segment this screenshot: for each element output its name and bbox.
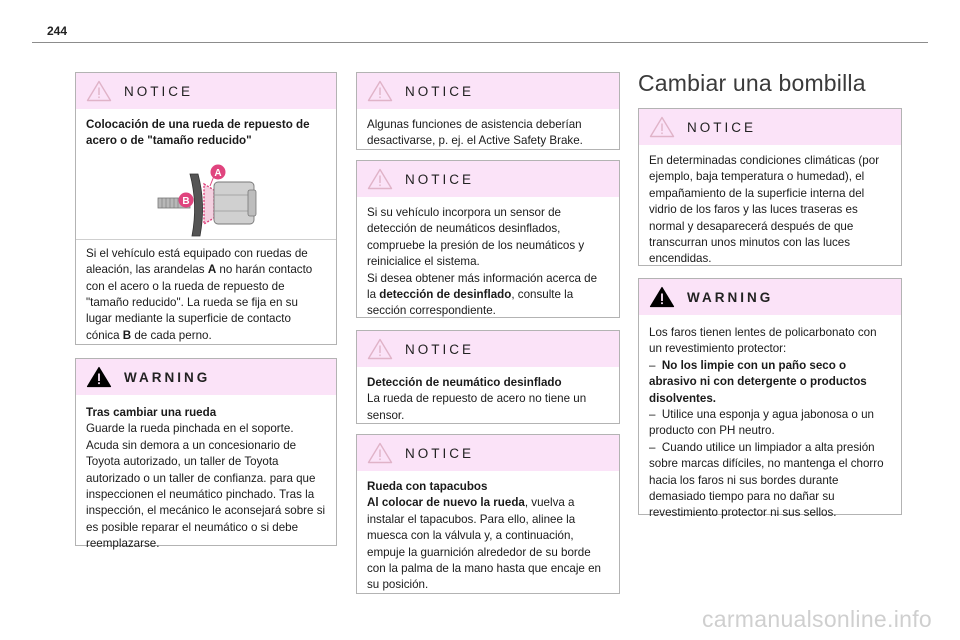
notice-header [357, 435, 619, 471]
notice-text: , vuelva a instalar el tapacubos. Para ello, alinee la muesca con la válvula y, a continuación, empuje la guarnición alrededor de su borde con la palma de la mano hasta que encaje en su posición. [367, 496, 601, 592]
notice-label: NOTICE [405, 83, 475, 99]
marker-b: B [182, 195, 190, 207]
notice-bold: detección de desinflado [379, 288, 512, 302]
notice-text-3: , consulte la sección correspondiente. [367, 288, 574, 318]
notice-body: Algunas funciones de asistencia deberían desactivarse, p. ej. el Active Safety Brake. [367, 118, 583, 148]
notice-text-3: de cada perno. [131, 328, 212, 342]
notice-title: Rueda con tapacubos [367, 480, 488, 493]
notice-label: NOTICE [405, 341, 475, 357]
notice-label: NOTICE [405, 171, 475, 187]
warning-item-2-text: Utilice una esponja y agua jabonosa o un producto con PH neutro. [649, 408, 874, 438]
notice-body: En determinadas condiciones climáticas (por ejemplo, baja temperatura o humedad), el empañamiento de la superficie interna del vidrio de los faros y las luces traseras es normal y desaparecerá después de que transcurran unos minutos con las luces encendidas. [649, 154, 880, 266]
warning-item-3-text: Cuando utilice un limpiador a alta presión sobre marcas difíciles, no mantenga el chorro hacia los faros ni sus bordes durante demasiado tiempo para no dañar su revestimiento protector ni sus sellos. [649, 440, 884, 520]
notice-icon [367, 442, 393, 464]
wheel-nut-illustration [148, 160, 268, 240]
marker-a: A [214, 167, 222, 179]
notice-label: NOTICE [405, 445, 475, 461]
notice-body: La rueda de repuesto de acero no tiene un sensor. [367, 392, 587, 422]
warning-item-3 [649, 440, 891, 522]
dash: – [649, 358, 656, 372]
dash: – [649, 408, 656, 422]
notice-title: Colocación de una rueda de repuesto de acero o de "tamaño reducido" [86, 118, 310, 148]
warning-item-1-text: No los limpie con un paño seco o abrasivo ni con detergente o productos disolventes. [649, 358, 867, 405]
notice-text-2: no harán contacto con el acero o la rueda de repuesto de "tamaño reducido". La rueda se fija en su lugar mediante la superficie de contacto cónica [86, 263, 313, 342]
notice-box-deflation-detection [356, 330, 620, 424]
notice-icon [86, 80, 112, 102]
notice-box-fogging [638, 108, 902, 266]
notice-icon [367, 168, 393, 190]
notice-box-deflation-sensor [356, 160, 620, 318]
page-number: 244 [47, 24, 68, 38]
notice-box-hubcap [356, 434, 620, 594]
warning-intro: Los faros tienen lentes de policarbonato con un revestimiento protector: [649, 326, 877, 356]
notice-header [639, 109, 901, 145]
warning-box-after-wheel-change [75, 358, 337, 551]
warning-item-1 [649, 358, 891, 407]
notice-body-1: Si su vehículo incorpora un sensor de detección de neumáticos desinflados, compruebe la presión de los neumáticos y reinicialice el sistema. [367, 206, 585, 269]
notice-header [357, 73, 619, 109]
top-rule [32, 42, 928, 43]
notice-label: NOTICE [124, 83, 194, 99]
warning-icon [86, 366, 112, 388]
notice-bold-a: A [207, 263, 217, 277]
warning-box-polycarbonate [638, 278, 902, 520]
notice-bold: Al colocar de nuevo la rueda [367, 496, 525, 510]
notice-header [357, 161, 619, 197]
notice-body-2 [367, 271, 609, 320]
notice-header [76, 73, 336, 109]
notice-title: Detección de neumático desinflado [367, 376, 562, 389]
warning-label: WARNING [124, 369, 211, 385]
warning-label: WARNING [687, 289, 774, 305]
notice-body [86, 246, 326, 344]
warning-body: Guarde la rueda pinchada en el soporte. Acuda sin demora a un concesionario de Toyota autorizado, un taller de Toyota autorizado o un taller de confianza. para que inspeccionen el neumático pinchado. Tras la inspección, el mecánico le aconsejará sobre si es posible reparar el neumático o si debe reemplazarse. [86, 422, 326, 551]
warning-header [76, 359, 336, 395]
wheel-nut-figure [76, 160, 336, 240]
notice-box-assist-functions [356, 72, 620, 150]
section-title: Cambiar una bombilla [638, 70, 866, 96]
notice-box-spare-wheel [75, 72, 337, 345]
notice-body [367, 495, 609, 593]
dash: – [649, 440, 656, 454]
notice-label: NOTICE [687, 119, 757, 135]
notice-bold-b: B [122, 328, 132, 342]
warning-title: Tras cambiar una rueda [86, 406, 217, 419]
notice-text-2: Si desea obtener más información acerca de la [367, 271, 598, 302]
notice-icon [367, 80, 393, 102]
notice-icon [649, 116, 675, 138]
notice-text-1: Si el vehículo está equipado con ruedas de aleación, las arandelas [86, 246, 308, 277]
watermark: carmanualsonline.info [701, 606, 932, 632]
notice-header [357, 331, 619, 367]
notice-icon [367, 338, 393, 360]
warning-header [639, 279, 901, 315]
warning-item-2 [649, 407, 891, 440]
warning-icon [649, 286, 675, 308]
